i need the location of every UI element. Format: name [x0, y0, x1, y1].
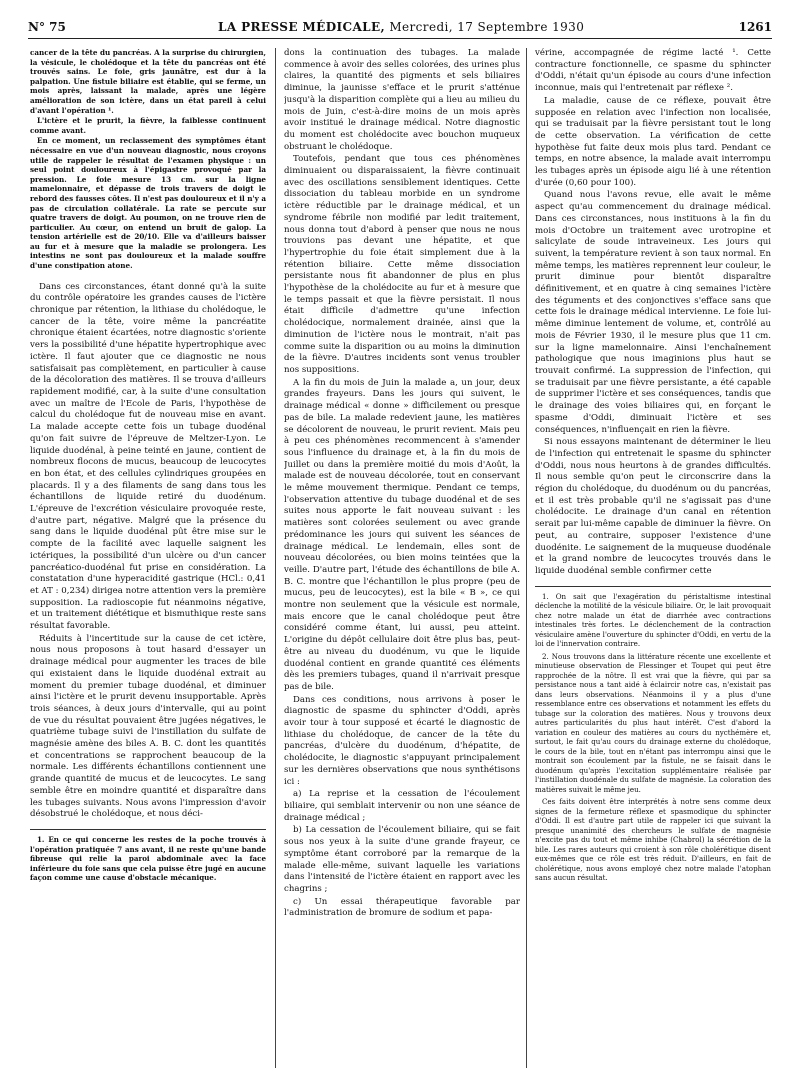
paragraph: Dans ces circonstances, étant donné qu'à la suite du contrôle opératoire les grandes causes de l'ictère chronique par rétention, la lithiase du cholédoque, le cancer de la tête, voire même la pancréatite chronique étaient écartées, notre diagnostic s'oriente vers la possibilité d'une hépatite hypertrophique avec ictère. Il faut ajouter que ce diagnostic ne nous satisfaisait pas complètement, en particulier à cause de la décoloration des matières. Il se trouva d'ailleurs rapidement modifié, car, à la suite d'une consultation avec un maître de l'Ecole de Paris, l'hypothèse de calcul du cholédoque fut de nouveau mise en avant. La malade accepte cette fois un tubage duodénal qu'on fait suivre de l'épreuve de Meltzer-Lyon. Le liquide duodénal, à peine teinté en jaune, contient de nombreux flocons de mucus, beaucoup de leucocytes en bon état, et des cellules cylindriques groupées en placards. Il y a des filaments de sang dans tous les échantillons de liquide retiré du duodénum. L'épreuve de l'excrétion vésiculaire provoquée reste, d'autre part, négative. Malgré que la présence du sang dans le liquide duodénal pût être mise sur le compte de la facilité avec laquelle saignent les ictériques, la possibilité d'un ulcère ou d'un cancer pancréatico-duodénal fut prise en considération. La constatation d'une hyperacidité gastrique (HCl.: 0,41 et AT : 0,234) dirigea notre attention vers la première supposition. La radioscopie fut néanmoins négative, et un traitement diététique et bismuthique reste sans résultat favorable. — [30, 281, 266, 632]
paragraph: b) La cessation de l'écoulement biliaire, qui se fait sous nos yeux à la suite d'une grande frayeur, ce symptôme étant corroboré par la remarque de la malade elle-même, suivant laquelle les variations dans l'intensité de l'ictère étaient en rapport avec les chagrins ; — [284, 825, 520, 894]
footnotes — [535, 592, 771, 883]
page-number: N° 75 — [28, 20, 66, 34]
paragraph: Toutefois, pendant que tous ces phénomènes diminuaient ou disparaissaient, la fièvre continuait avec des oscillations sensiblement identiques. Cette dissociation du tableau morbide en un syndrome ictère réductible par le drainage médical, et un syndrome fébrile non modifié par ledit traitement, nous donna tout d'abord à penser que nous ne nous trouvions pas devant une hépatite, et que l'hypertrophie du foie était simplement due à la rétention biliaire. Cette même dissociation persistante nous fit abandonner de plus en plus l'hypothèse de la cholédocite au fur et à mesure que le temps passait et que la fièvre persistait. Il nous était difficile d'admettre qu'une infection cholédocique, normalement drainée, ainsi que la diminution de l'ictère nous le montrait, n'ait pas comme suite la disparition ou au moins la diminution de la fièvre. D'autres incidents sont venus troubler nos suppositions. — [284, 154, 520, 375]
column-3 — [535, 48, 771, 1068]
footnotes — [30, 835, 266, 883]
column-1 — [30, 48, 266, 1068]
paragraph: cancer de la tête du pancréas. A la surprise du chirurgien, la vésicule, le cholédoque et la tête du pancréas ont été trouvés sains. Le foie, gris jaunâtre, est dur à la palpation. Une fistule biliaire est établie, qui se ferme, un mois après, laissant la malade, après une légère amélioration de son ictère, dans un état pareil à celui d'avant l'opération ¹. — [30, 48, 266, 115]
paragraph: La maladie, cause de ce réflexe, pouvait être supposée en relation avec l'infection non localisée, qui se traduisait par la fièvre persistant tout le long de cette observation. La vérification de cette hypothèse fut faite deux mois plus tard. Pendant ce temps, en notre absence, la malade avait interrompu les tubages après un épisode aigu lié à une rétention d'urée (0,60 pour 100). — [535, 95, 771, 188]
column-2 — [284, 48, 520, 1068]
footnote: Ces faits doivent être interprétés à notre sens comme deux signes de la fermeture réflexe et spasmodique du sphincter d'Oddi. Il est d'autre part utile de rappeler ici que suivant la presque unanimité des chercheurs le sulfate de magnésie n'excite pas du tout et même inhibe (Chabrol) la sécrétion de la bile. Les rares auteurs qui croient à son rôle cholérétique disent eux-mêmes que ce rôle est très réduit. D'ailleurs, en fait de cholérétique, nous avons employé chez notre malade l'atophan sans aucun résultat. — [535, 797, 771, 883]
journal-name: LA PRESSE MÉDICALE, — [218, 20, 386, 34]
footnote-rule — [535, 586, 771, 587]
running-title — [218, 20, 584, 34]
paragraph: Quand nous l'avons revue, elle avait le même aspect qu'au commencement du drainage médical. Dans ces circonstances, nous instituons à la fin du mois d'Octobre un traitement avec urotropine et salicylate de soude intraveineux. Les jours qui suivent, la température revient à son taux normal. En même temps, les matières reprennent leur couleur, le prurit diminue pour bientôt disparaître définitivement, et en quatre à cinq semaines l'ictère des téguments et des conjonctives s'efface sans que cette fois le drainage médical intervienne. Le foie lui-même diminue lentement de volume, et, contrôlé au mois de Février 1930, il le mesure plus que 11 cm. sur la ligne mamelonnaire. Ainsi l'enchaînement pathologique que nous imaginions plus haut se trouvait confirmé. La suppression de l'infection, qui se traduisait par une fièvre persistante, a été capable de supprimer l'ictère et ses conséquences, tandis que le drainage des voies biliaires qui, en forçant le spasme d'Oddi, diminuait l'ictère et ses conséquences, n'influençait en rien la fièvre. — [535, 190, 771, 435]
footnote: 2. Nous trouvons dans la littérature récente une excellente et minutieuse observation de Flessinger et Toupet qui peut être rapprochée de la nôtre. Il est vrai que la fièvre, qui par sa persistance nous a tant aidé à éclaircir notre cas, n'existait pas dans leurs observations. Néanmoins il y a plus d'une ressemblance entre ces observations et notamment les effets du tubage sur la coloration des matières. Nous y trouvons deux autres particularités du plus haut intérêt. C'est d'abord la variation en couleur des matières au cours du nycthémère et, surtout, le fait qu'au cours du drainage externe du cholédoque, le cours de la bile, tout en n'étant pas interrompu ainsi que le montrait son écoulement par la fistule, ne se faisait dans le duodénum qu'après l'excitation supplémentaire réalisée par l'instillation duodénale du sulfate de magnésie. La coloration des matières suivait le même jeu. — [535, 651, 771, 794]
paragraph: En ce moment, un reclassement des symptômes étant nécessaire en vue d'un nouveau diagnostic, nous croyons utile de rappeler le résultat de l'examen physique : un seul point douloureux à l'épigastre provoqué par la pression. Le foie mesure 13 cm. sur la ligne mamelonnaire, et dépasse de trois travers de doigt le rebord des fausses côtes. Il n'est pas douloureux et il n'y a pas de circulation collatérale. La rate se percute sur quatre travers de doigt. Au poumon, on ne trouve rien de particulier. Au cœur, on entend un bruit de galop. La tension artérielle est de 20/10. Elle va d'ailleurs baisser au fur et à mesure que la maladie se prolongera. Les intestins ne sont pas douloureux et la malade souffre d'une constipation atone. — [30, 136, 266, 271]
paragraph: dons la continuation des tubages. La malade commence à avoir des selles colorées, des urines plus claires, la quantité des pigments et sels biliaires diminue, la jaunisse s'efface et le prurit s'atténue jusqu'à la disparition complète qui a lieu au milieu du mois de Juin, c'est-à-dire moins de un mois après avoir institué le drainage médical. Notre diagnostic du moment est cholédocite avec bouchon muqueux obstruant le cholédoque. — [284, 48, 520, 152]
paragraph: Réduits à l'incertitude sur la cause de cet ictère, nous nous proposons à tout hasard d'essayer un drainage médical pour augmenter les traces de bile qui existaient dans le liquide duodénal extrait au moment du premier tubage duodénal, et diminuer ainsi l'ictère et le prurit devenu insupportable. Après trois séances, à deux jours d'intervalle, qui au point de vue du résultat pouvaient être jugées négatives, le quatrième tubage suivi de l'instillation du sulfate de magnésie amène des biles A. B. C. dont les quantités et concentrations se rapprochent beaucoup de la normale. Les différents échantillons contiennent une grande quantité de mucus et de leucocytes. Le sang semble être en moindre quantité et disparaître dans les tubages suivants. Nous avons l'impression d'avoir désobstrué le cholédoque, et nous déci- — [30, 633, 266, 820]
page-header — [28, 12, 772, 39]
paragraph: vérine, accompagnée de régime lacté ¹. Cette contracture fonctionnelle, ce spasme du sphincter d'Oddi, n'était qu'un épisode au cours d'une infection inconnue, mais qui l'entretenait par réflexe ². — [535, 48, 771, 94]
footnote: 1. En ce qui concerne les restes de la poche trouvés à l'opération pratiquée 7 ans avant, il ne reste qu'une bande fibreuse qui relie la paroi abdominale avec la face inférieure du foie sans que cela puisse être jugé en aucune façon comme une cause d'obstacle mécanique. — [30, 835, 266, 882]
footnote: 1. On sait que l'exagération du péristaltisme intestinal déclenche la motilité de la vésicule biliaire. Or, le lait provoquait chez notre malade un état de diarrhée avec contractions intestinales très fortes. Le déclenchement de la contraction vésiculaire amène l'ouverture du sphincter d'Oddi, en vertu de la loi de l'innervation contraire. — [535, 591, 771, 649]
footnote-rule — [30, 829, 266, 830]
paragraph: c) Un essai thérapeutique favorable par l'administration de bromure de sodium et papa- — [284, 896, 520, 919]
paragraph: Si nous essayons maintenant de déterminer le lieu de l'infection qui entretenait le spasme du sphincter d'Oddi, nous nous heurtons à de grandes difficultés. Il nous semble qu'on peut le circonscrire dans la région du cholédoque, du duodénum ou du pancréas, et il est très probable qu'il ne s'agissait pas d'une cholédocite. Le drainage d'un canal en rétention serait par lui-même capable de diminuer la fièvre. On peut, au contraire, supposer l'existence d'une duodénite. Le saignement de la muqueuse duodénale et la grand nombre de leucocytes trouvés dans le liquide duodénal semble confirmer cette — [535, 437, 771, 576]
paragraph: a) La reprise et la cessation de l'écoulement biliaire, qui semblait intervenir ou non une séance de drainage médical ; — [284, 789, 520, 823]
column-rule — [275, 48, 276, 1068]
paragraph: L'ictère et le prurit, la fièvre, la faiblesse continuent comme avant. — [30, 116, 266, 135]
issue-date: Mercredi, 17 Septembre 1930 — [389, 20, 585, 34]
page-number-right: 1261 — [738, 20, 772, 34]
column-rule — [526, 48, 527, 1068]
paragraph: A la fin du mois de Juin la malade a, un jour, deux grandes frayeurs. Dans les jours qui suivent, le drainage médical « donne » difficilement ou presque pas de bile. La malade redevient jaune, les matières se décolorent de nouveau, le prurit revient. Mais peu à peu ces phénomènes recommencent à s'amender sous l'influence du drainage et, à la fin du mois de Juillet ou dans la première moitié du mois d'Août, la malade est de nouveau décolorée, tout en conservant le même mouvement thermique. Pendant ce temps, l'observation attentive du tubage duodénal et de ses suites nous apporte le fait nouveau suivant : les matières sont colorées seulement ou avec grande prédominance les jours qui suivent les séances de drainage médical. Le lendemain, elles sont de nouveau décolorées, ou bien moins teintées que la veille. D'autre part, l'étude des échantillons de bile A. B. C. montre que l'échantillon le plus propre (peu de mucus, peu de leucocytes), est la bile « B », ce qui montre non seulement que la vésicule est normale, mais encore que le canal cholédoque peut être considéré comme étant, lui aussi, peu atteint. L'origine du dépôt cellulaire doit être plus bas, peut-être au niveau du duodénum, vu que le liquide duodénal contient en grande quantité ces éléments dès les premiers tubages, quand il n'arrivait presque pas de bile. — [284, 377, 520, 692]
case-summary-block — [30, 48, 266, 271]
paragraph: Dans ces conditions, nous arrivons à poser le diagnostic de spasme du sphincter d'Oddi, après avoir tour à tour supposé et écarté le diagnostic de lithiase du cholédoque, de cancer de la tête du pancréas, d'ulcère du duodénum, d'hépatite, de cholédocite, le diagnostic s'appuyant principalement sur les dernières observations que nous synthétisons ici : — [284, 694, 520, 787]
